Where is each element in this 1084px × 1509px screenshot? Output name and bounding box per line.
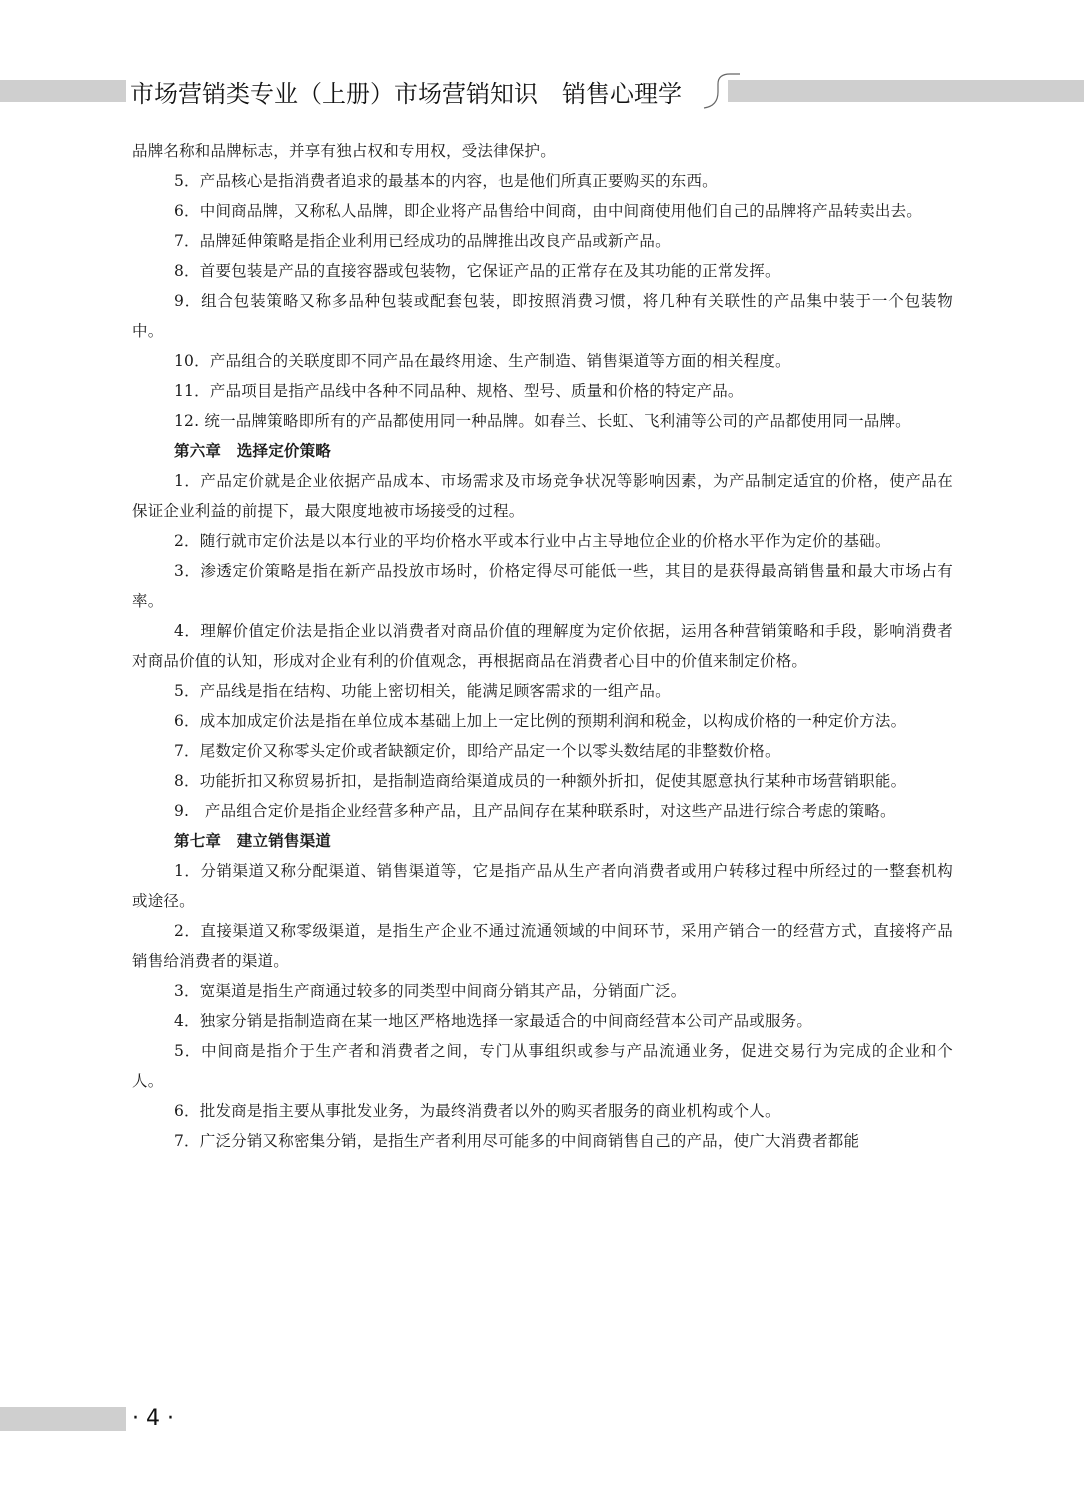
paragraph: 6．中间商品牌，又称私人品牌，即企业将产品售给中间商，由中间商使用他们自己的品牌将产品转卖出去。 — [174, 202, 922, 220]
paragraph: 7．尾数定价又称零头定价或者缺额定价，即给产品定一个以零头数结尾的非整数价格。 — [174, 742, 781, 760]
chapter-heading: 第六章 选择定价策略 — [174, 442, 332, 460]
footer-bar — [0, 1407, 126, 1431]
paragraph: 2．随行就市定价法是以本行业的平均价格水平或本行业中占主导地位企业的价格水平作为定价的基础。 — [174, 532, 891, 550]
paragraph: 6．批发商是指主要从事批发业务，为最终消费者以外的购买者服务的商业机构或个人。 — [174, 1102, 781, 1120]
paragraph: 4．独家分销是指制造商在某一地区严格地选择一家最适合的中间商经营本公司产品或服务。 — [174, 1012, 813, 1030]
paragraph: 品牌名称和品牌标志，并享有独占权和专用权，受法律保护。 — [132, 142, 556, 160]
paragraph: 3．宽渠道是指生产商通过较多的同类型中间商分销其产品，分销面广泛。 — [174, 982, 687, 1000]
page-number: · 4 · — [132, 1406, 174, 1431]
paragraph: 5．中间商是指介于生产者和消费者之间，专门从事组织或参与产品流通业务，促进交易行为完成的企业和个人。 — [132, 1042, 953, 1090]
paragraph: 1．分销渠道又称分配渠道、销售渠道等，它是指产品从生产者向消费者或用户转移过程中所经过的一整套机构或途径。 — [132, 862, 953, 910]
paragraph: 11．产品项目是指产品线中各种不同品种、规格、型号、质量和价格的特定产品。 — [174, 382, 744, 400]
paragraph: 12. 统一品牌策略即所有的产品都使用同一种品牌。如春兰、长虹、飞利浦等公司的产品都使用同一品牌。 — [174, 412, 911, 430]
paragraph: 4．理解价值定价法是指企业以消费者对商品价值的理解度为定价依据，运用各种营销策略和手段，影响消费者对商品价值的认知，形成对企业有利的价值观念，再根据商品在消费者心目中的价值来制定价格。 — [132, 622, 953, 670]
paragraph: 7．广泛分销又称密集分销，是指生产者利用尽可能多的中间商销售自己的产品，使广大消费者都能 — [174, 1132, 860, 1150]
paragraph: 5．产品线是指在结构、功能上密切相关，能满足顾客需求的一组产品。 — [174, 682, 671, 700]
paragraph: 8．首要包装是产品的直接容器或包装物，它保证产品的正常存在及其功能的正常发挥。 — [174, 262, 781, 280]
paragraph: 3．渗透定价策略是指在新产品投放市场时，价格定得尽可能低一些，其目的是获得最高销售量和最大市场占有率。 — [132, 562, 953, 610]
chapter-heading: 第七章 建立销售渠道 — [174, 832, 332, 850]
paragraph: 10．产品组合的关联度即不同产品在最终用途、生产制造、销售渠道等方面的相关程度。 — [174, 352, 791, 370]
paragraph: 9. 产品组合定价是指企业经营多种产品，且产品间存在某种联系时，对这些产品进行综合考虑的策略。 — [174, 802, 896, 820]
paragraph: 8．功能折扣又称贸易折扣，是指制造商给渠道成员的一种额外折扣，促使其愿意执行某种市场营销职能。 — [174, 772, 907, 790]
paragraph: 6．成本加成定价法是指在单位成本基础上加上一定比例的预期利润和税金，以构成价格的一种定价方法。 — [174, 712, 907, 730]
running-header-title: 市场营销类专业（上册）市场营销知识 销售心理学 — [130, 80, 682, 108]
header-bar-right — [728, 80, 1084, 102]
paragraph: 2．直接渠道又称零级渠道，是指生产企业不通过流通领域的中间环节，采用产销合一的经营方式，直接将产品销售给消费者的渠道。 — [132, 922, 953, 970]
paragraph: 5．产品核心是指消费者追求的最基本的内容，也是他们所真正要购买的东西。 — [174, 172, 718, 190]
page-body — [132, 136, 953, 1156]
paragraph: 7．品牌延伸策略是指企业利用已经成功的品牌推出改良产品或新产品。 — [174, 232, 671, 250]
paragraph: 9．组合包装策略又称多品种包装或配套包装，即按照消费习惯，将几种有关联性的产品集中装于一个包装物中。 — [132, 292, 953, 340]
paragraph: 1．产品定价就是企业依据产品成本、市场需求及市场竞争状况等影响因素，为产品制定适宜的价格，使产品在保证企业利益的前提下，最大限度地被市场接受的过程。 — [132, 472, 953, 520]
header-bar-left — [0, 80, 126, 102]
